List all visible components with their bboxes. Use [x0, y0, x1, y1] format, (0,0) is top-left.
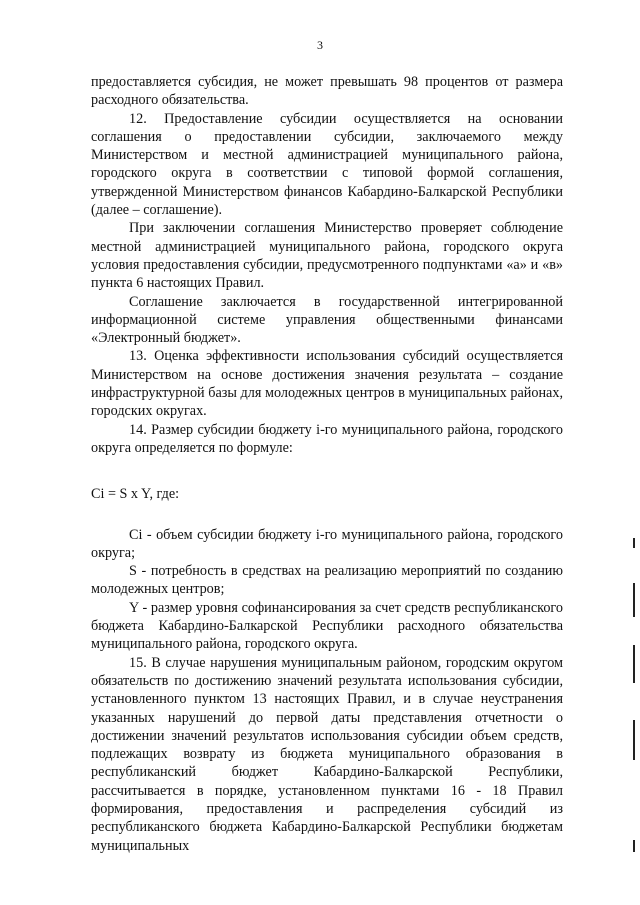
- paragraph: предоставляется субсидия, не может превышать 98 процентов от размера расходного обязательства.: [91, 74, 563, 109]
- definition-s: S - потребность в средствах на реализацию мероприятий по созданию молодежных центров;: [91, 563, 563, 598]
- scan-mark: [633, 720, 635, 760]
- paragraph-12: 12. Предоставление субсидии осуществляется на основании соглашения о предоставлении субсидии, заключаемого между Министерством и местной администрацией муниципального района, городского округа в соответствии с типовой формой соглашения, утвержденной Министерством финансов Кабардино-Балкарской Республики (далее – соглашение).: [91, 110, 563, 219]
- paragraph-15: 15. В случае нарушения муниципальным районом, городским округом обязательств по достижению значений результата использования субсидии, установленного пунктом 13 настоящих Правил, и в случае неустранения указанных нарушений до первой даты представления отчетности о достижении значений результатов использования субсидии объем средств, подлежащих возврату из бюджета муниципального образования в республиканский бюджет Кабардино-Балкарской Республики, рассчитывается в порядке, установленном пунктами 16 - 18 Правил формирования, предоставления и распределения субсидий из республиканского бюджета Кабардино-Балкарской Республики бюджетам муниципальных: [91, 654, 563, 854]
- formula: Сi = S x Y, где:: [91, 486, 180, 503]
- paragraph-14: 14. Размер субсидии бюджету i-го муниципального района, городского округа определяется по формуле:: [91, 421, 563, 456]
- definition-y: Y - размер уровня софинансирования за счет средств республиканского бюджета Кабардино-Балкарской Республики расходного обязательства муниципального района, городского округа.: [91, 599, 563, 653]
- document-body: [91, 73, 563, 855]
- scan-mark: [633, 840, 635, 852]
- page-number: 3: [317, 38, 323, 52]
- scan-mark: [633, 583, 635, 617]
- paragraph: Соглашение заключается в государственной интегрированной информационной системе управления общественными финансами «Электронный бюджет».: [91, 293, 563, 347]
- scan-mark: [633, 538, 635, 548]
- paragraph: При заключении соглашения Министерство проверяет соблюдение местной администрацией муниципального района, городского округа условия предоставления субсидии, предусмотренного подпунктами «а» и «в» пункта 6 настоящих Правил.: [91, 220, 563, 292]
- definition-ci: Сi - объем субсидии бюджету i-го муниципального района, городского округа;: [91, 526, 563, 561]
- scan-mark: [633, 645, 635, 683]
- paragraph-13: 13. Оценка эффективности использования субсидий осуществляется Министерством на основе достижения значения результата – создание инфраструктурной базы для молодежных центров в муниципальных районах, городских округах.: [91, 348, 563, 420]
